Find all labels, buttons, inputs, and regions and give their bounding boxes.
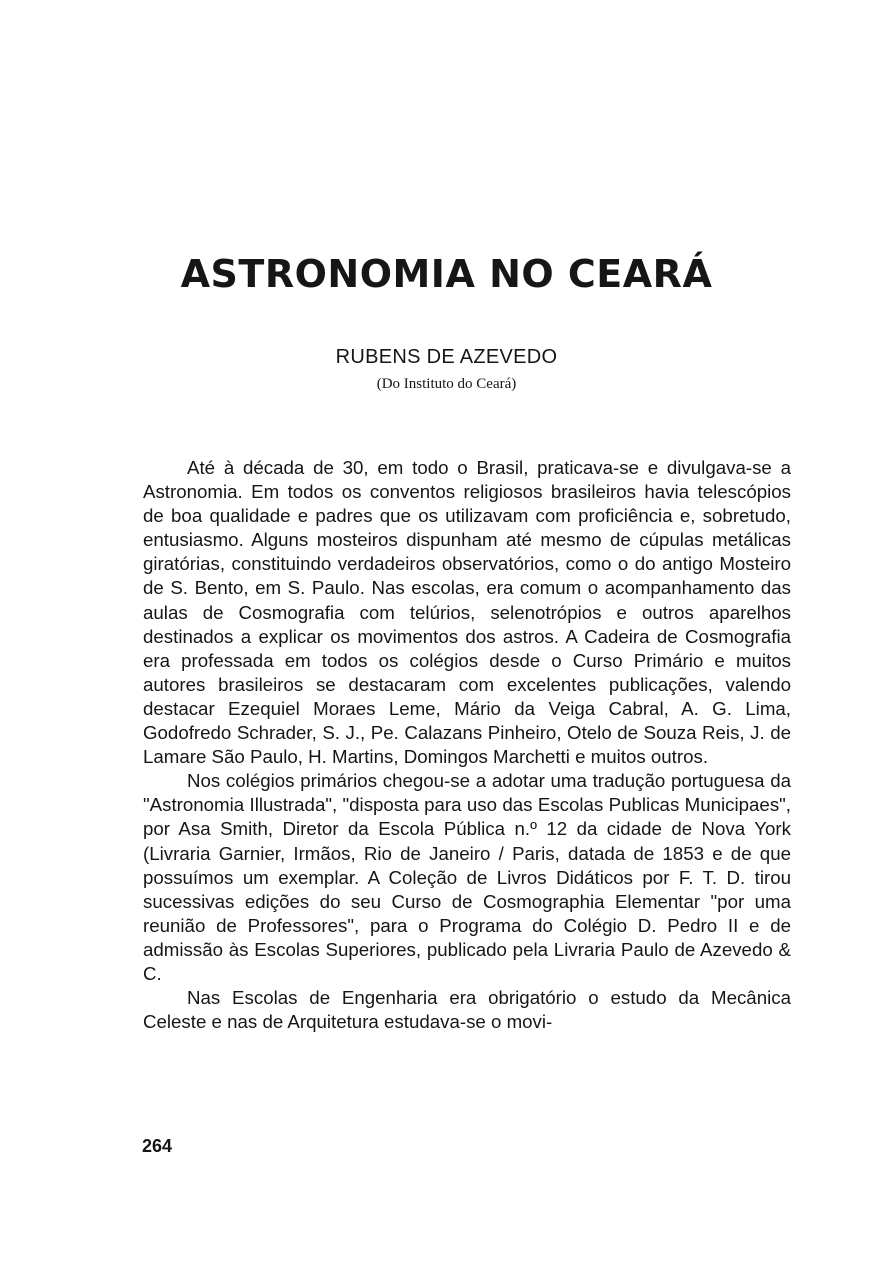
author-affiliation: (Do Instituto do Ceará) [376, 376, 517, 392]
article-title: ASTRONOMIA NO CEARÁ [180, 252, 713, 296]
page-number: 264 [142, 1136, 173, 1156]
article-author: RUBENS DE AZEVEDO [335, 346, 558, 368]
body-paragraph: Nos colégios primários chegou-se a adotar uma tradução portuguesa da "Astronomia Illustrada", "disposta para uso das Escolas Publicas Municipaes", por Asa Smith, Diretor da Escola Pública n.º 12 da cidade de Nova York (Livraria Garnier, Irmãos, Rio de Janeiro / Paris, datada de 1853 e de que possuímos um exemplar. A Coleção de Livros Didáticos por F. T. D. tirou sucessivas edições do seu Curso de Cosmographia Elementar "por uma reunião de Professores", para o Programa do Colégio D. Pedro II e de admissão às Escolas Superiores, publicado pela Livraria Paulo de Azevedo & C. [143, 770, 791, 984]
article-body [143, 456, 791, 1034]
body-paragraph: Até à década de 30, em todo o Brasil, praticava-se e divulgava-se a Astronomia. Em todos os conventos religiosos brasileiros havia telescópios de boa qualidade e padres que os utilizavam com proficiência e, sobretudo, entusiasmo. Alguns mosteiros dispunham até mesmo de cúpulas metálicas giratórias, constituindo verdadeiros observatórios, como o do antigo Mosteiro de S. Bento, em S. Paulo. Nas escolas, era comum o acompanhamento das aulas de Cosmografia com telúrios, selenotrópios e outros aparelhos destinados a explicar os movimentos dos astros. A Cadeira de Cosmografia era professada em todos os colégios desde o Curso Primário e muitos autores brasileiros se destacaram com excelentes publicações, valendo destacar Ezequiel Moraes Leme, Mário da Veiga Cabral, A. G. Lima, Godofredo Schrader, S. J., Pe. Calazans Pinheiro, Otelo de Souza Reis, J. de Lamare São Paulo, H. Martins, Domingos Marchetti e muitos outros. [143, 457, 791, 768]
body-paragraph: Nas Escolas de Engenharia era obrigatório o estudo da Mecânica Celeste e nas de Arquitetura estudava-se o movi- [143, 987, 791, 1033]
